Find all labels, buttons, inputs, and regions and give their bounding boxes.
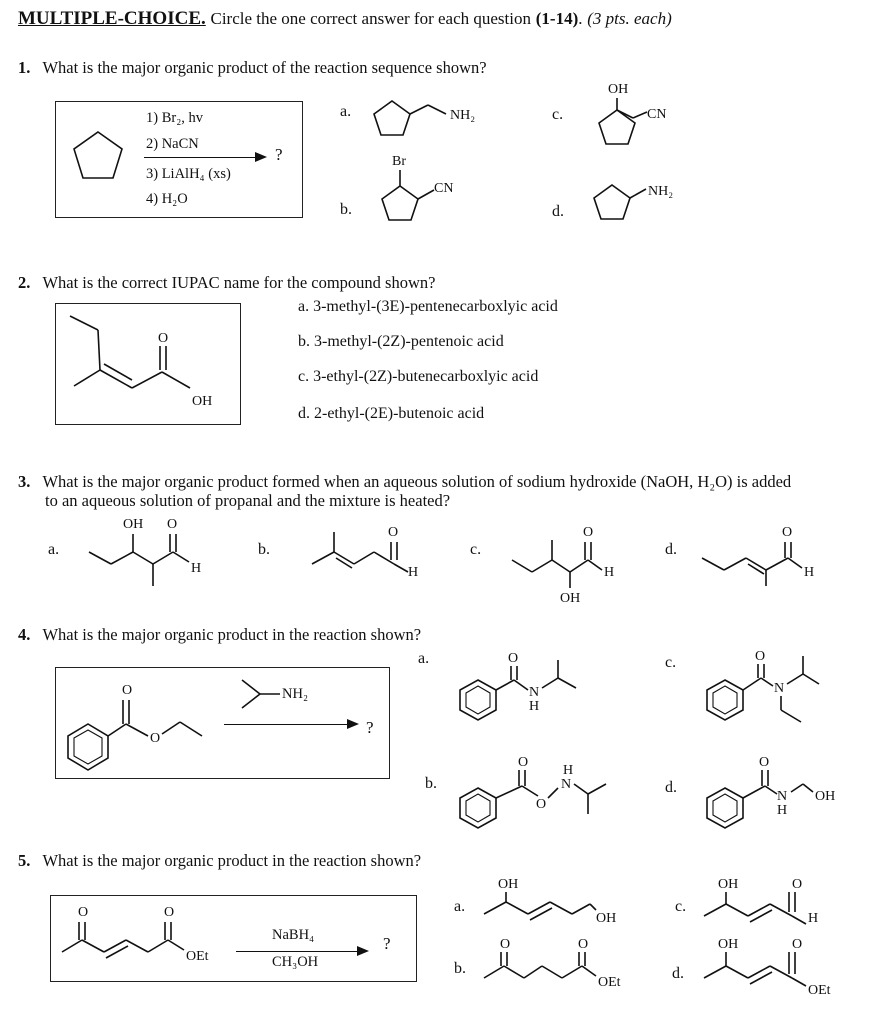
q2-option-d[interactable]: d. 2-ethyl-(2E)-butenoic acid [298, 405, 485, 422]
q3-d-h-label: H [804, 565, 815, 580]
q1-step-1: 1) Br₂, hv [146, 110, 204, 126]
q5-c-o-label: O [792, 877, 803, 892]
q2-option-b[interactable]: b. 3-methyl-(2Z)-pentenoic acid [298, 333, 504, 350]
q3-option-b-label[interactable]: b. [258, 541, 270, 558]
question-1-number: 1. [18, 58, 31, 77]
q5-option-c-label[interactable]: c. [675, 898, 687, 915]
question-1-text: What is the major organic product of the reaction sequence shown? [42, 58, 487, 77]
q1-step-2: 2) NaCN [146, 136, 199, 152]
q3-b-o-label: O [388, 525, 399, 540]
q5-a-oh2-label: OH [596, 911, 617, 926]
q5-reagent-bottom: CH₃OH [272, 954, 319, 970]
q5-reagent-top: NaBH₄ [272, 927, 315, 943]
q5-arrow [236, 951, 358, 952]
q5-b-oet: OEt [598, 975, 621, 990]
q3-option-d-structure[interactable] [700, 520, 830, 590]
question-5-text: What is the major organic product in the reaction shown? [42, 851, 422, 870]
q4-d-h-label: H [777, 803, 788, 818]
q5-reactant-oet: OEt [186, 949, 209, 964]
q4-option-a-label[interactable]: a. [418, 650, 430, 667]
q5-option-d-structure[interactable] [700, 932, 870, 1002]
q2-structure [60, 310, 240, 420]
question-5 [18, 851, 421, 871]
q4-c-o-label: O [755, 649, 766, 664]
header-title: MULTIPLE-CHOICE. [18, 8, 206, 29]
q1-c-oh-label: OH [608, 82, 629, 97]
q3-option-c-structure[interactable] [510, 520, 640, 605]
q5-reactant [56, 902, 236, 972]
q4-d-o-label: O [759, 755, 770, 770]
q3-b-h-label: H [408, 565, 419, 580]
question-3-text-line2: to an aqueous solution of propanal and the mixture is heated? [45, 491, 451, 510]
q4-b-n-label: N [561, 777, 572, 792]
q3-a-o-label: O [167, 517, 178, 532]
q3-option-b-structure[interactable] [310, 520, 440, 580]
question-2 [18, 273, 435, 293]
question-3 [18, 472, 791, 492]
q3-c-h-label: H [604, 565, 615, 580]
q4-option-d-label[interactable]: d. [665, 779, 677, 796]
q1-step-3: 3) LiAlH₄ (xs) [146, 166, 231, 182]
question-5-number: 5. [18, 851, 31, 870]
q5-reactant-o-ketone: O [78, 905, 89, 920]
q5-d-o-label: O [792, 937, 803, 952]
header-points: (3 pts. each) [587, 9, 672, 28]
q2-o-label: O [158, 331, 169, 346]
q5-option-b-structure[interactable] [478, 932, 648, 1002]
q4-option-b-label[interactable]: b. [425, 775, 437, 792]
q4-d-n-label: N [777, 789, 788, 804]
q4-a-n-label: N [529, 685, 540, 700]
question-1 [18, 58, 487, 78]
q3-a-h-label: H [191, 561, 202, 576]
q5-b-o-ester: O [578, 937, 589, 952]
q4-product-mark: ? [366, 718, 374, 737]
question-4-text: What is the major organic product in the reaction shown? [42, 625, 422, 644]
q3-option-d-label[interactable]: d. [665, 541, 677, 558]
header-instruction: Circle the one correct answer for each question [210, 9, 531, 28]
q4-b-h-label: H [563, 763, 574, 778]
question-3-number: 3. [18, 472, 31, 491]
q4-reactant-ester [60, 680, 230, 775]
q4-reactant-o-ester: O [150, 731, 161, 746]
q2-option-a[interactable]: a. 3-methyl-(3E)-pentenecarboxlyic acid [298, 298, 558, 315]
q1-b-cn-label: CN [434, 181, 454, 196]
q5-c-h-label: H [808, 911, 819, 926]
q4-option-a-structure[interactable] [458, 648, 588, 728]
q1-option-d-structure[interactable] [590, 175, 700, 235]
q4-arrowhead [347, 719, 359, 729]
q4-c-n-label: N [774, 681, 785, 696]
q2-oh-label: OH [192, 394, 213, 409]
q3-c-oh-label: OH [560, 591, 581, 606]
q4-b-o-carbonyl: O [518, 755, 529, 770]
q1-option-a-structure[interactable] [370, 95, 490, 155]
q5-d-oh-label: OH [718, 937, 739, 952]
question-4-number: 4. [18, 625, 31, 644]
page-header: MULTIPLE-CHOICE. Circle the one correct answer for each question (1-14). (3 pts. each) [18, 8, 672, 29]
q1-step-4: 4) H₂O [146, 191, 188, 207]
q5-d-oet: OEt [808, 983, 831, 998]
header-range: (1-14) [535, 9, 579, 28]
q4-reagent-label: NH₂ [282, 686, 308, 702]
q3-option-a-structure[interactable] [85, 512, 215, 592]
q4-b-o-ester: O [536, 797, 547, 812]
q1-option-b-structure[interactable] [370, 150, 490, 240]
q4-option-b-structure[interactable] [458, 752, 628, 837]
question-3-text-line1: What is the major organic product formed when an aqueous solution of sodium hydroxide (NaOH, H₂O) is added [42, 472, 792, 491]
q3-a-oh-label: OH [123, 517, 144, 532]
q5-option-a-structure[interactable] [478, 870, 638, 940]
q1-reactant-cyclopentane [60, 120, 140, 200]
q5-option-a-label[interactable]: a. [454, 898, 466, 915]
q1-arrow [144, 157, 256, 158]
q4-option-c-label[interactable]: c. [665, 654, 677, 671]
q1-c-cn-label: CN [647, 107, 667, 122]
q5-option-b-label[interactable]: b. [454, 960, 466, 977]
q4-a-h-label: H [529, 699, 540, 714]
q5-product-mark: ? [383, 934, 391, 953]
q5-arrowhead [357, 946, 369, 956]
q4-d-oh-label: OH [815, 789, 836, 804]
q4-reactant-o-carbonyl: O [122, 683, 133, 698]
question-2-number: 2. [18, 273, 31, 292]
q3-d-o-label: O [782, 525, 793, 540]
q1-d-nh2-label: NH₂ [648, 184, 674, 199]
q5-option-d-label[interactable]: d. [672, 965, 684, 982]
question-4 [18, 625, 421, 645]
q3-c-o-label: O [583, 525, 594, 540]
q5-a-oh-label: OH [498, 877, 519, 892]
q1-b-br-label: Br [392, 154, 406, 169]
q5-c-oh-label: OH [718, 877, 739, 892]
q1-product-mark: ? [275, 145, 283, 164]
question-2-text: What is the correct IUPAC name for the compound shown? [42, 273, 436, 292]
q3-option-c-label[interactable]: c. [470, 541, 482, 558]
q5-b-o-ketone: O [500, 937, 511, 952]
q3-option-a-label[interactable]: a. [48, 541, 60, 558]
q5-option-c-structure[interactable] [700, 870, 850, 940]
q1-option-c-structure[interactable] [585, 78, 695, 158]
q1-option-b-label[interactable]: b. [340, 201, 352, 218]
q1-option-d-label[interactable]: d. [552, 203, 564, 220]
q1-option-a-label[interactable]: a. [340, 103, 352, 120]
q1-arrowhead [255, 152, 267, 162]
q5-reactant-o-ester: O [164, 905, 175, 920]
q4-option-d-structure[interactable] [705, 752, 855, 832]
q4-option-c-structure[interactable] [705, 646, 835, 736]
q4-a-o-label: O [508, 651, 519, 666]
q2-option-c[interactable]: c. 3-ethyl-(2Z)-butenecarboxlyic acid [298, 368, 539, 385]
q4-arrow [224, 724, 348, 725]
q1-option-c-label[interactable]: c. [552, 106, 564, 123]
q1-a-nh2-label: NH₂ [450, 108, 476, 123]
